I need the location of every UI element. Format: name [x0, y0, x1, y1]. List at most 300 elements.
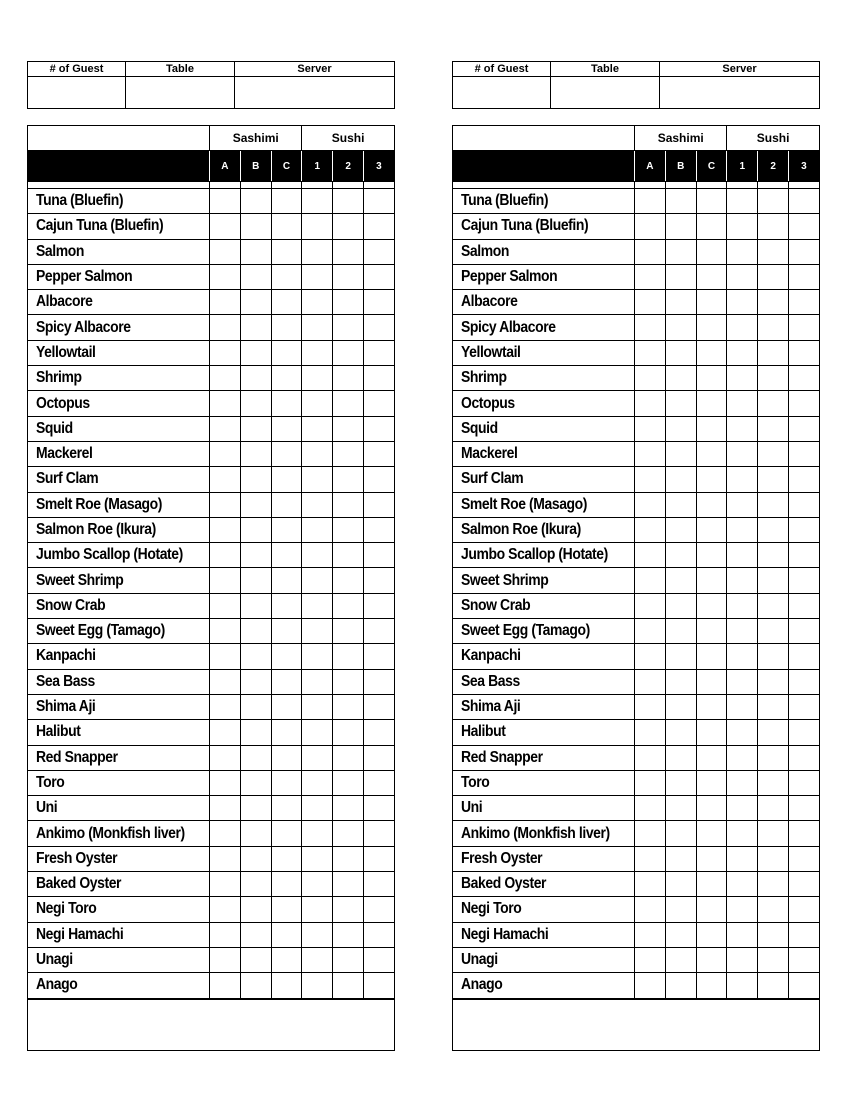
table-field[interactable] [551, 77, 660, 109]
quantity-cell-b[interactable] [240, 543, 271, 568]
quantity-cell-b[interactable] [240, 264, 271, 289]
quantity-cell-a[interactable] [210, 290, 241, 315]
quantity-cell-c[interactable] [696, 416, 727, 441]
quantity-cell-b[interactable] [665, 340, 696, 365]
quantity-cell-2[interactable] [758, 796, 789, 821]
quantity-cell-b[interactable] [665, 745, 696, 770]
quantity-cell-2[interactable] [333, 264, 364, 289]
quantity-cell-1[interactable] [727, 517, 758, 542]
quantity-cell-a[interactable] [210, 619, 241, 644]
quantity-cell-a[interactable] [635, 264, 666, 289]
quantity-cell-2[interactable] [758, 669, 789, 694]
quantity-cell-1[interactable] [302, 694, 333, 719]
quantity-cell-3[interactable] [789, 290, 820, 315]
quantity-cell-a[interactable] [210, 669, 241, 694]
quantity-cell-b[interactable] [665, 315, 696, 340]
quantity-cell-3[interactable] [789, 821, 820, 846]
quantity-cell-a[interactable] [635, 315, 666, 340]
quantity-cell-3[interactable] [364, 720, 395, 745]
quantity-cell-c[interactable] [271, 770, 302, 795]
quantity-cell-3[interactable] [789, 846, 820, 871]
quantity-cell-a[interactable] [210, 214, 241, 239]
quantity-cell-c[interactable] [271, 897, 302, 922]
quantity-cell-1[interactable] [302, 846, 333, 871]
quantity-cell-a[interactable] [210, 694, 241, 719]
quantity-cell-2[interactable] [758, 846, 789, 871]
quantity-cell-3[interactable] [789, 239, 820, 264]
quantity-cell-a[interactable] [635, 947, 666, 972]
quantity-cell-c[interactable] [696, 669, 727, 694]
quantity-cell-b[interactable] [240, 821, 271, 846]
guest-count-field[interactable] [453, 77, 551, 109]
quantity-cell-b[interactable] [240, 239, 271, 264]
quantity-cell-1[interactable] [302, 441, 333, 466]
quantity-cell-1[interactable] [727, 669, 758, 694]
quantity-cell-2[interactable] [758, 366, 789, 391]
quantity-cell-3[interactable] [364, 872, 395, 897]
quantity-cell-1[interactable] [727, 568, 758, 593]
quantity-cell-2[interactable] [333, 694, 364, 719]
quantity-cell-a[interactable] [635, 897, 666, 922]
quantity-cell-b[interactable] [665, 264, 696, 289]
quantity-cell-1[interactable] [302, 796, 333, 821]
quantity-cell-2[interactable] [333, 416, 364, 441]
quantity-cell-1[interactable] [302, 644, 333, 669]
quantity-cell-3[interactable] [364, 189, 395, 214]
quantity-cell-2[interactable] [758, 315, 789, 340]
quantity-cell-c[interactable] [696, 568, 727, 593]
quantity-cell-2[interactable] [333, 619, 364, 644]
quantity-cell-1[interactable] [302, 239, 333, 264]
quantity-cell-2[interactable] [333, 846, 364, 871]
quantity-cell-2[interactable] [758, 568, 789, 593]
quantity-cell-3[interactable] [789, 467, 820, 492]
quantity-cell-3[interactable] [364, 391, 395, 416]
quantity-cell-3[interactable] [364, 745, 395, 770]
quantity-cell-b[interactable] [240, 720, 271, 745]
quantity-cell-2[interactable] [758, 821, 789, 846]
quantity-cell-c[interactable] [271, 720, 302, 745]
quantity-cell-3[interactable] [364, 619, 395, 644]
quantity-cell-b[interactable] [240, 846, 271, 871]
quantity-cell-2[interactable] [758, 340, 789, 365]
quantity-cell-b[interactable] [240, 189, 271, 214]
quantity-cell-a[interactable] [210, 593, 241, 618]
quantity-cell-a[interactable] [210, 720, 241, 745]
quantity-cell-3[interactable] [789, 669, 820, 694]
quantity-cell-a[interactable] [210, 366, 241, 391]
quantity-cell-1[interactable] [302, 593, 333, 618]
quantity-cell-b[interactable] [240, 441, 271, 466]
quantity-cell-b[interactable] [665, 897, 696, 922]
quantity-cell-1[interactable] [302, 517, 333, 542]
quantity-cell-3[interactable] [789, 366, 820, 391]
quantity-cell-b[interactable] [240, 593, 271, 618]
quantity-cell-c[interactable] [271, 416, 302, 441]
quantity-cell-c[interactable] [271, 568, 302, 593]
quantity-cell-b[interactable] [240, 694, 271, 719]
quantity-cell-c[interactable] [696, 441, 727, 466]
quantity-cell-b[interactable] [665, 644, 696, 669]
quantity-cell-b[interactable] [240, 492, 271, 517]
quantity-cell-a[interactable] [210, 441, 241, 466]
quantity-cell-b[interactable] [240, 568, 271, 593]
quantity-cell-1[interactable] [727, 391, 758, 416]
quantity-cell-c[interactable] [271, 846, 302, 871]
quantity-cell-a[interactable] [210, 264, 241, 289]
quantity-cell-c[interactable] [271, 619, 302, 644]
quantity-cell-b[interactable] [240, 897, 271, 922]
quantity-cell-2[interactable] [333, 189, 364, 214]
quantity-cell-b[interactable] [240, 947, 271, 972]
quantity-cell-1[interactable] [302, 340, 333, 365]
quantity-cell-b[interactable] [665, 441, 696, 466]
quantity-cell-b[interactable] [665, 619, 696, 644]
quantity-cell-1[interactable] [302, 745, 333, 770]
quantity-cell-2[interactable] [333, 366, 364, 391]
quantity-cell-2[interactable] [333, 290, 364, 315]
quantity-cell-a[interactable] [210, 467, 241, 492]
quantity-cell-3[interactable] [364, 239, 395, 264]
quantity-cell-c[interactable] [696, 770, 727, 795]
quantity-cell-c[interactable] [696, 644, 727, 669]
quantity-cell-3[interactable] [364, 669, 395, 694]
quantity-cell-b[interactable] [665, 467, 696, 492]
quantity-cell-a[interactable] [210, 416, 241, 441]
quantity-cell-c[interactable] [696, 239, 727, 264]
quantity-cell-1[interactable] [727, 846, 758, 871]
quantity-cell-a[interactable] [210, 947, 241, 972]
quantity-cell-a[interactable] [635, 391, 666, 416]
quantity-cell-2[interactable] [333, 745, 364, 770]
quantity-cell-3[interactable] [364, 315, 395, 340]
quantity-cell-1[interactable] [727, 264, 758, 289]
quantity-cell-c[interactable] [696, 973, 727, 999]
quantity-cell-b[interactable] [240, 214, 271, 239]
quantity-cell-a[interactable] [210, 973, 241, 999]
quantity-cell-2[interactable] [758, 214, 789, 239]
quantity-cell-1[interactable] [727, 441, 758, 466]
server-field[interactable] [660, 77, 820, 109]
quantity-cell-1[interactable] [727, 821, 758, 846]
quantity-cell-2[interactable] [758, 467, 789, 492]
quantity-cell-b[interactable] [665, 947, 696, 972]
quantity-cell-c[interactable] [696, 619, 727, 644]
quantity-cell-1[interactable] [727, 416, 758, 441]
quantity-cell-2[interactable] [333, 922, 364, 947]
quantity-cell-1[interactable] [727, 897, 758, 922]
quantity-cell-b[interactable] [240, 745, 271, 770]
quantity-cell-3[interactable] [364, 593, 395, 618]
quantity-cell-2[interactable] [333, 391, 364, 416]
quantity-cell-b[interactable] [665, 846, 696, 871]
quantity-cell-1[interactable] [727, 366, 758, 391]
quantity-cell-c[interactable] [271, 239, 302, 264]
quantity-cell-1[interactable] [727, 340, 758, 365]
quantity-cell-3[interactable] [789, 720, 820, 745]
quantity-cell-2[interactable] [758, 517, 789, 542]
quantity-cell-b[interactable] [240, 290, 271, 315]
quantity-cell-1[interactable] [727, 593, 758, 618]
quantity-cell-b[interactable] [240, 669, 271, 694]
quantity-cell-1[interactable] [727, 973, 758, 999]
table-field[interactable] [126, 77, 235, 109]
quantity-cell-2[interactable] [758, 416, 789, 441]
quantity-cell-c[interactable] [271, 745, 302, 770]
quantity-cell-b[interactable] [240, 644, 271, 669]
quantity-cell-b[interactable] [240, 770, 271, 795]
quantity-cell-2[interactable] [333, 973, 364, 999]
quantity-cell-1[interactable] [727, 694, 758, 719]
quantity-cell-3[interactable] [789, 973, 820, 999]
quantity-cell-2[interactable] [333, 568, 364, 593]
quantity-cell-3[interactable] [364, 340, 395, 365]
quantity-cell-b[interactable] [240, 416, 271, 441]
quantity-cell-3[interactable] [789, 593, 820, 618]
quantity-cell-2[interactable] [758, 543, 789, 568]
quantity-cell-b[interactable] [665, 492, 696, 517]
quantity-cell-b[interactable] [665, 872, 696, 897]
quantity-cell-2[interactable] [333, 543, 364, 568]
quantity-cell-b[interactable] [665, 973, 696, 999]
quantity-cell-2[interactable] [758, 694, 789, 719]
quantity-cell-3[interactable] [789, 644, 820, 669]
quantity-cell-3[interactable] [364, 543, 395, 568]
quantity-cell-2[interactable] [758, 872, 789, 897]
quantity-cell-a[interactable] [635, 189, 666, 214]
quantity-cell-a[interactable] [210, 189, 241, 214]
quantity-cell-a[interactable] [635, 770, 666, 795]
quantity-cell-1[interactable] [727, 315, 758, 340]
quantity-cell-1[interactable] [302, 391, 333, 416]
quantity-cell-b[interactable] [665, 720, 696, 745]
quantity-cell-1[interactable] [727, 796, 758, 821]
quantity-cell-3[interactable] [364, 441, 395, 466]
quantity-cell-c[interactable] [271, 391, 302, 416]
notes-field[interactable] [28, 999, 395, 1051]
quantity-cell-c[interactable] [271, 543, 302, 568]
quantity-cell-a[interactable] [210, 340, 241, 365]
quantity-cell-2[interactable] [333, 239, 364, 264]
quantity-cell-1[interactable] [302, 821, 333, 846]
quantity-cell-3[interactable] [789, 745, 820, 770]
quantity-cell-3[interactable] [789, 872, 820, 897]
quantity-cell-1[interactable] [302, 290, 333, 315]
quantity-cell-1[interactable] [727, 745, 758, 770]
quantity-cell-3[interactable] [364, 973, 395, 999]
quantity-cell-a[interactable] [210, 770, 241, 795]
quantity-cell-3[interactable] [364, 568, 395, 593]
quantity-cell-2[interactable] [758, 922, 789, 947]
quantity-cell-c[interactable] [696, 189, 727, 214]
quantity-cell-a[interactable] [635, 593, 666, 618]
quantity-cell-a[interactable] [635, 366, 666, 391]
quantity-cell-3[interactable] [364, 947, 395, 972]
quantity-cell-a[interactable] [635, 543, 666, 568]
quantity-cell-2[interactable] [333, 669, 364, 694]
quantity-cell-2[interactable] [758, 189, 789, 214]
quantity-cell-3[interactable] [789, 264, 820, 289]
quantity-cell-2[interactable] [333, 593, 364, 618]
quantity-cell-3[interactable] [364, 846, 395, 871]
quantity-cell-3[interactable] [364, 416, 395, 441]
quantity-cell-c[interactable] [271, 214, 302, 239]
quantity-cell-b[interactable] [665, 517, 696, 542]
quantity-cell-1[interactable] [302, 568, 333, 593]
quantity-cell-b[interactable] [665, 366, 696, 391]
quantity-cell-c[interactable] [271, 441, 302, 466]
quantity-cell-a[interactable] [635, 745, 666, 770]
quantity-cell-a[interactable] [635, 467, 666, 492]
quantity-cell-1[interactable] [302, 214, 333, 239]
guest-count-field[interactable] [28, 77, 126, 109]
quantity-cell-b[interactable] [665, 821, 696, 846]
quantity-cell-3[interactable] [789, 796, 820, 821]
quantity-cell-2[interactable] [758, 644, 789, 669]
quantity-cell-3[interactable] [364, 770, 395, 795]
quantity-cell-a[interactable] [635, 492, 666, 517]
quantity-cell-c[interactable] [696, 366, 727, 391]
quantity-cell-1[interactable] [302, 264, 333, 289]
quantity-cell-b[interactable] [240, 315, 271, 340]
quantity-cell-c[interactable] [271, 922, 302, 947]
quantity-cell-1[interactable] [302, 897, 333, 922]
quantity-cell-1[interactable] [727, 720, 758, 745]
quantity-cell-3[interactable] [364, 264, 395, 289]
quantity-cell-c[interactable] [696, 264, 727, 289]
quantity-cell-3[interactable] [789, 897, 820, 922]
quantity-cell-a[interactable] [635, 568, 666, 593]
quantity-cell-3[interactable] [789, 694, 820, 719]
quantity-cell-c[interactable] [271, 189, 302, 214]
quantity-cell-b[interactable] [665, 189, 696, 214]
quantity-cell-3[interactable] [364, 644, 395, 669]
quantity-cell-a[interactable] [635, 821, 666, 846]
quantity-cell-1[interactable] [302, 619, 333, 644]
quantity-cell-a[interactable] [210, 897, 241, 922]
quantity-cell-2[interactable] [333, 467, 364, 492]
quantity-cell-1[interactable] [727, 189, 758, 214]
quantity-cell-a[interactable] [635, 340, 666, 365]
quantity-cell-b[interactable] [665, 416, 696, 441]
quantity-cell-1[interactable] [727, 467, 758, 492]
quantity-cell-b[interactable] [665, 922, 696, 947]
quantity-cell-b[interactable] [665, 568, 696, 593]
notes-field[interactable] [453, 999, 820, 1051]
quantity-cell-b[interactable] [665, 290, 696, 315]
quantity-cell-a[interactable] [635, 239, 666, 264]
quantity-cell-c[interactable] [696, 897, 727, 922]
quantity-cell-c[interactable] [696, 745, 727, 770]
quantity-cell-c[interactable] [271, 517, 302, 542]
quantity-cell-a[interactable] [635, 416, 666, 441]
quantity-cell-c[interactable] [271, 290, 302, 315]
quantity-cell-a[interactable] [635, 517, 666, 542]
quantity-cell-2[interactable] [333, 441, 364, 466]
quantity-cell-b[interactable] [665, 796, 696, 821]
quantity-cell-a[interactable] [210, 745, 241, 770]
quantity-cell-a[interactable] [635, 796, 666, 821]
quantity-cell-1[interactable] [727, 770, 758, 795]
quantity-cell-3[interactable] [789, 391, 820, 416]
quantity-cell-a[interactable] [635, 720, 666, 745]
quantity-cell-a[interactable] [635, 922, 666, 947]
quantity-cell-1[interactable] [727, 543, 758, 568]
quantity-cell-1[interactable] [302, 973, 333, 999]
quantity-cell-a[interactable] [210, 568, 241, 593]
quantity-cell-2[interactable] [333, 821, 364, 846]
quantity-cell-a[interactable] [635, 669, 666, 694]
quantity-cell-2[interactable] [333, 872, 364, 897]
quantity-cell-a[interactable] [210, 644, 241, 669]
quantity-cell-c[interactable] [271, 669, 302, 694]
quantity-cell-2[interactable] [333, 214, 364, 239]
quantity-cell-a[interactable] [210, 821, 241, 846]
quantity-cell-b[interactable] [665, 214, 696, 239]
quantity-cell-3[interactable] [789, 568, 820, 593]
quantity-cell-2[interactable] [333, 947, 364, 972]
quantity-cell-2[interactable] [333, 517, 364, 542]
quantity-cell-c[interactable] [271, 366, 302, 391]
quantity-cell-a[interactable] [635, 694, 666, 719]
quantity-cell-c[interactable] [696, 796, 727, 821]
quantity-cell-2[interactable] [333, 770, 364, 795]
quantity-cell-2[interactable] [758, 947, 789, 972]
quantity-cell-3[interactable] [789, 619, 820, 644]
quantity-cell-1[interactable] [302, 669, 333, 694]
quantity-cell-2[interactable] [333, 644, 364, 669]
quantity-cell-c[interactable] [696, 315, 727, 340]
quantity-cell-1[interactable] [302, 922, 333, 947]
quantity-cell-3[interactable] [364, 290, 395, 315]
quantity-cell-1[interactable] [727, 492, 758, 517]
quantity-cell-2[interactable] [333, 796, 364, 821]
quantity-cell-3[interactable] [789, 315, 820, 340]
quantity-cell-c[interactable] [696, 872, 727, 897]
quantity-cell-a[interactable] [635, 846, 666, 871]
quantity-cell-3[interactable] [789, 947, 820, 972]
quantity-cell-c[interactable] [696, 517, 727, 542]
quantity-cell-b[interactable] [665, 669, 696, 694]
quantity-cell-1[interactable] [727, 872, 758, 897]
quantity-cell-c[interactable] [696, 846, 727, 871]
quantity-cell-a[interactable] [635, 619, 666, 644]
quantity-cell-1[interactable] [302, 720, 333, 745]
quantity-cell-a[interactable] [210, 543, 241, 568]
quantity-cell-1[interactable] [302, 189, 333, 214]
quantity-cell-c[interactable] [696, 290, 727, 315]
quantity-cell-c[interactable] [271, 467, 302, 492]
quantity-cell-2[interactable] [758, 619, 789, 644]
quantity-cell-c[interactable] [696, 467, 727, 492]
quantity-cell-2[interactable] [333, 340, 364, 365]
quantity-cell-c[interactable] [696, 694, 727, 719]
quantity-cell-1[interactable] [302, 416, 333, 441]
quantity-cell-b[interactable] [240, 391, 271, 416]
quantity-cell-2[interactable] [758, 770, 789, 795]
quantity-cell-1[interactable] [727, 239, 758, 264]
quantity-cell-2[interactable] [333, 897, 364, 922]
quantity-cell-3[interactable] [789, 543, 820, 568]
quantity-cell-b[interactable] [665, 770, 696, 795]
quantity-cell-3[interactable] [789, 214, 820, 239]
quantity-cell-2[interactable] [758, 391, 789, 416]
quantity-cell-2[interactable] [758, 897, 789, 922]
quantity-cell-c[interactable] [271, 492, 302, 517]
quantity-cell-a[interactable] [635, 441, 666, 466]
quantity-cell-b[interactable] [240, 467, 271, 492]
quantity-cell-c[interactable] [271, 644, 302, 669]
